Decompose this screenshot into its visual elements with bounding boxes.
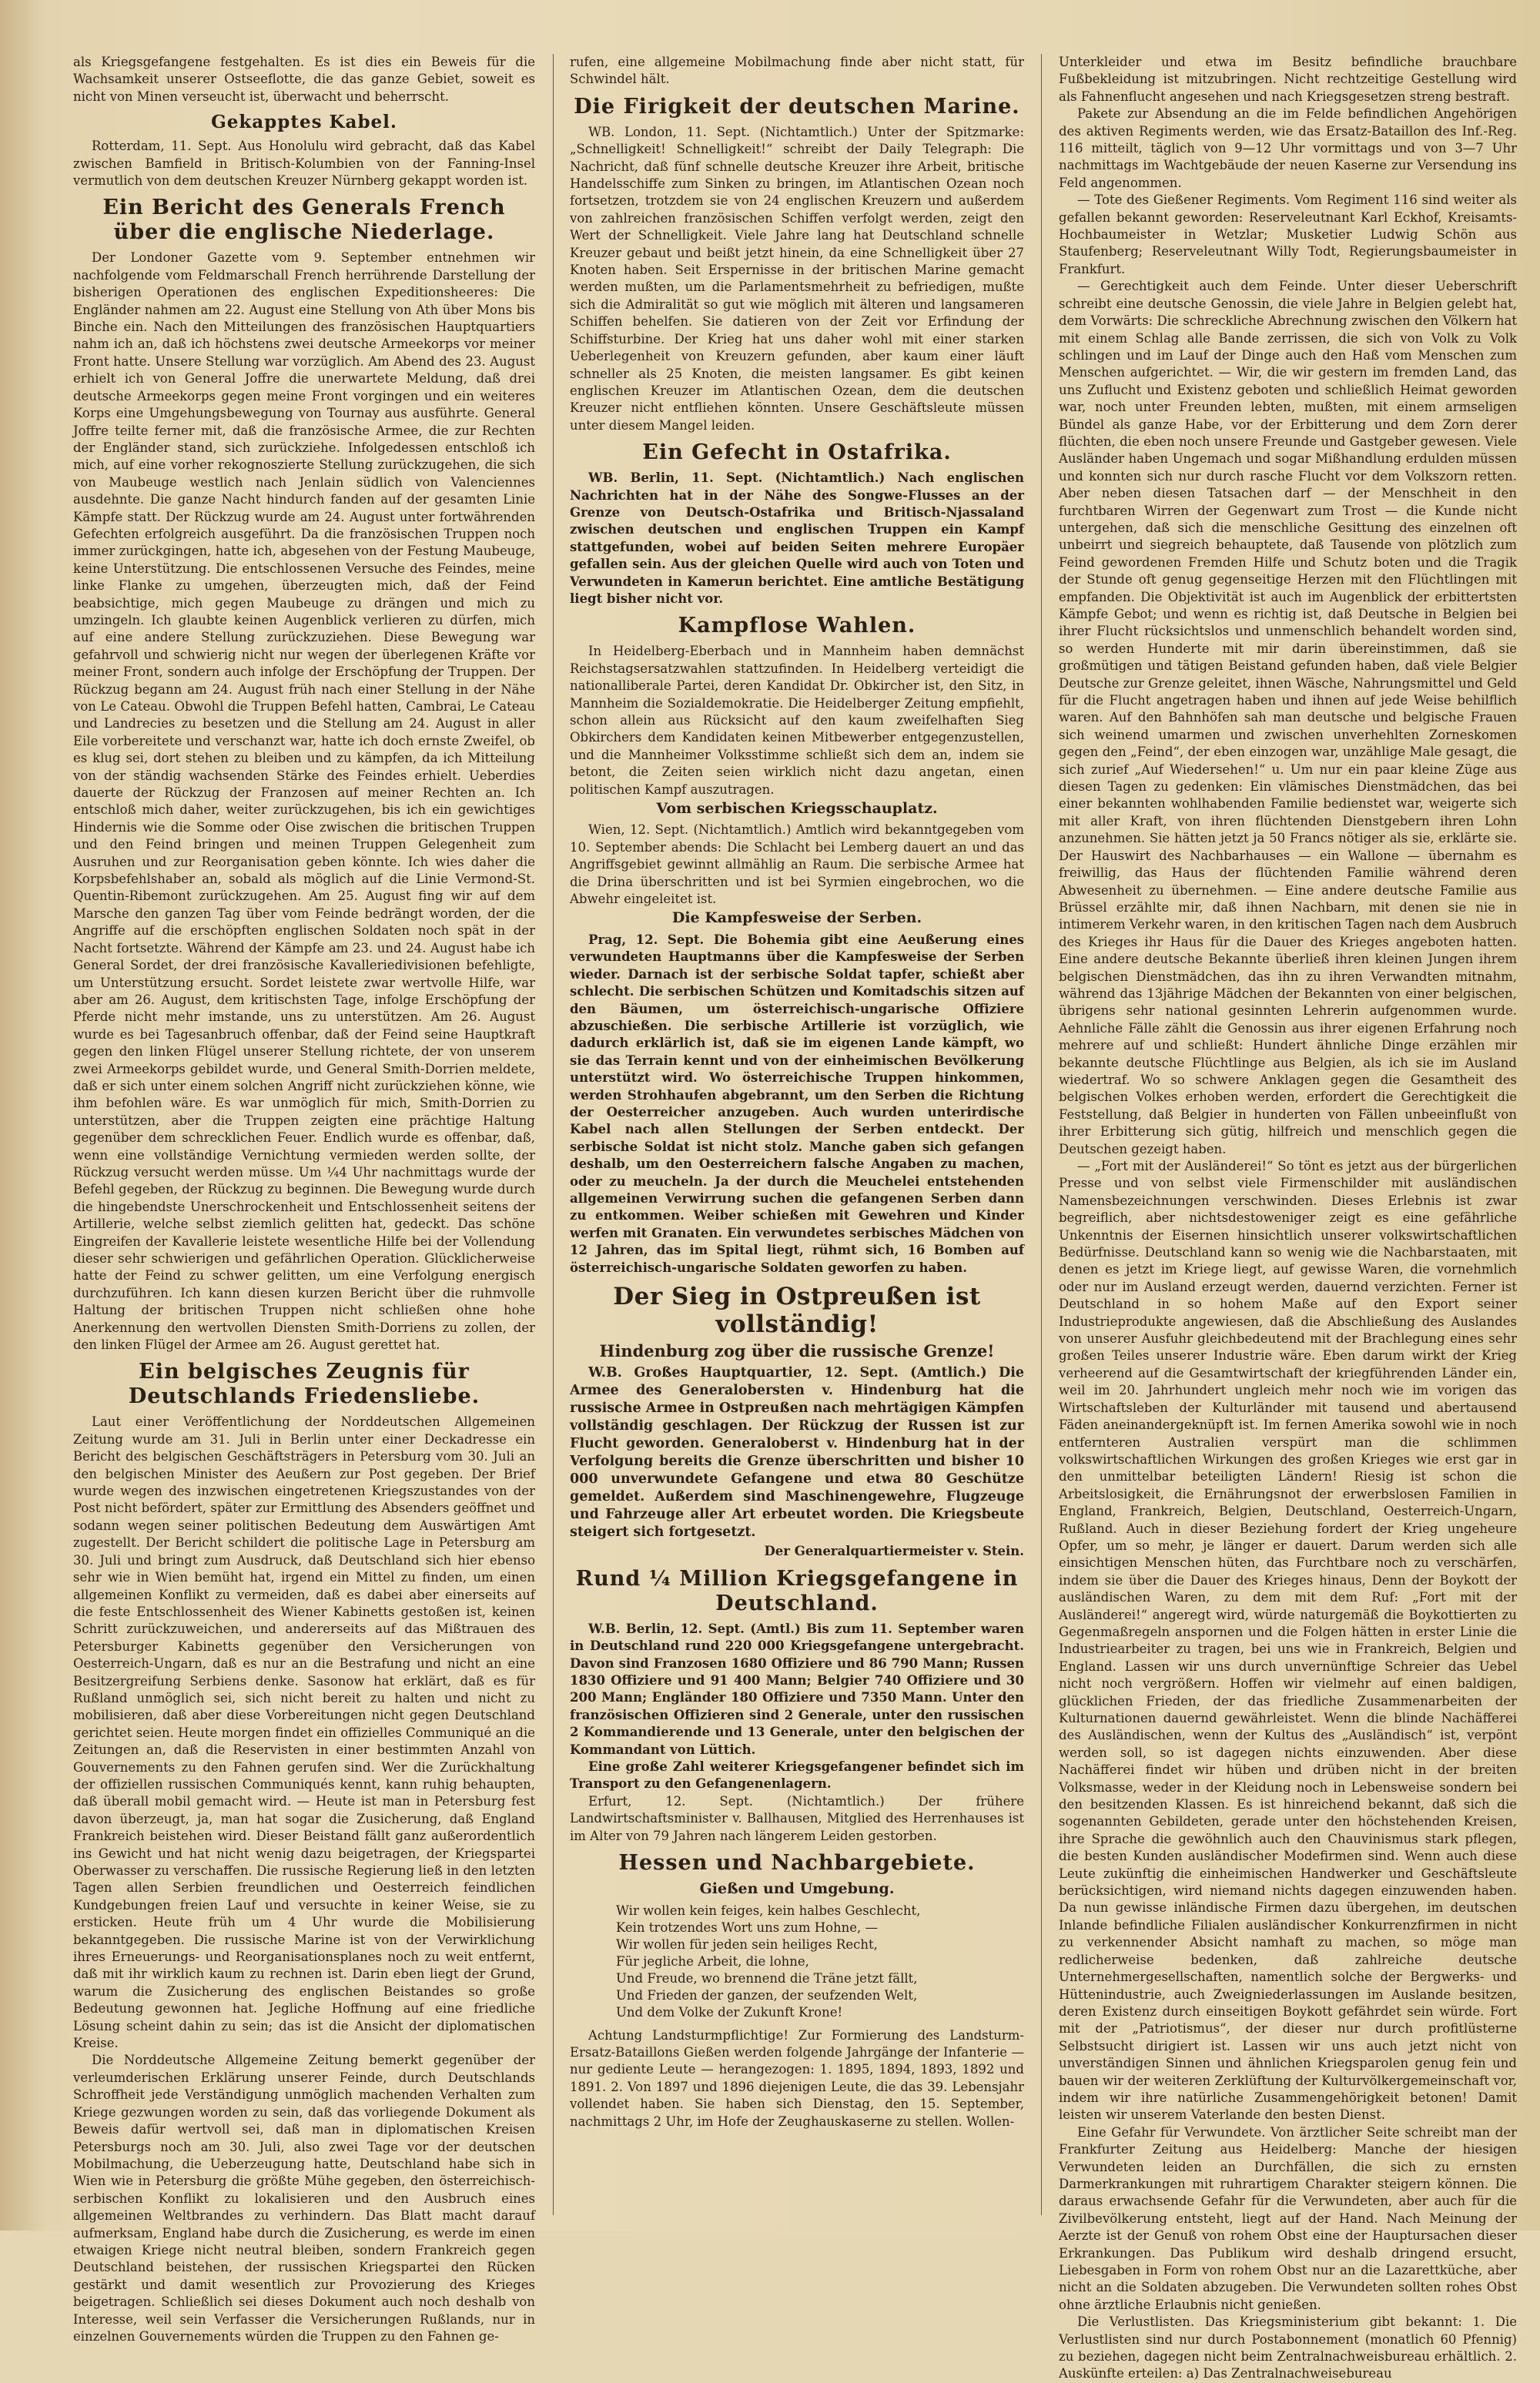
column-2	[570, 54, 1024, 2215]
article-sieg-ostpreussen: W.B. Großes Hauptquartier, 12. Sept. (Amtlich.) Die Armee des Generalobersten v. Hindenburg hat die russische Armee in Ostpreußen nach mehrtägigen Kämpfen vollständig geschlagen. Der Rückzug der Russen ist zur Flucht geworden. Generaloberst v. Hindenburg hat in der Verfolgung bereits die Grenze überschritten und bisher 10 000 unverwundete Gefangene und etwa 80 Geschütze gemeldet. Außerdem sind Maschinengewehre, Flugzeuge und Fahrzeuge aller Art erbeutet worden. Die Kriegsbeute steigert sich fortgesetzt.	[570, 1365, 1024, 1541]
poem-line: Und Freude, wo brennend die Träne jetzt fällt,	[616, 1970, 918, 1986]
article-verlustlisten: Die Verlustlisten. Das Kriegsministerium gibt bekannt: 1. Die Verlustlisten sind nur durch Postabonnement (monatlich 60 Pfennig) zu beziehen, dagegen nicht beim Zentralnachweisbureau erhältlich. 2. Auskünfte erteilen: a) Das Zentralnachweisebureau	[1059, 2314, 1517, 2381]
poem-line: Wir wollen kein feiges, kein halbes Geschlecht,	[616, 1903, 921, 1918]
article-kriegsgefangene-1: W.B. Berlin, 12. Sept. (Amtl.) Bis zum 11. September waren in Deutschland rund 220 000 Kriegsgefangene untergebracht. Davon sind Franzosen 1680 Offiziere und 86 790 Mann; Russen 1830 Offiziere und 91 400 Mann; Belgier 740 Offiziere und 30 200 Mann; Engländer 180 Offiziere und 7350 Mann. Unter den französischen Offizieren sind 2 Generale, unter den russischen 2 Kommandierende und 13 Generale, unter den belgischen der Kommandant von Lüttich.	[570, 1621, 1024, 1757]
subheading-kampfesweise: Die Kampfesweise der Serben.	[671, 909, 922, 927]
article-serbien-2: Prag, 12. Sept. Die Bohemia gibt eine Aeußerung eines verwundeten Hauptmanns über die Kampfesweise der Serben wieder. Darnach ist der serbische Soldat tapfer, schießt aber schlecht. Die serbischen Schützen und Komitadschis sitzen auf den Bäumen, um österreichisch-ungarische Offiziere abzuschießen. Die serbische Artillerie ist vorzüglich, wie dadurch erklärlich ist, daß sie im eigenen Lande kämpft, wo sie das Terrain kennt und von der einheimischen Bevölkerung unterstützt wird. Wo österreichische Truppen hinkommen, werden Strohhaufen abgebrannt, um den Serben die Richtung der Oesterreicher anzugeben. Auch wurden unterirdische Kabel nach allen Stellungen der Serben entdeckt. Der serbische Soldat ist nicht stolz. Manche gaben sich gefangen deshalb, um den Oesterreichern falsche Angaben zu machen, oder zu meucheln. Ja der durch die Meuchelei entstehenden allgemeinen Verwirrung suchen die gefangenen Serben dann zu entkommen. Weiber schießen mit Gewehren und Kinder werfen mit Granaten. Ein verwundetes serbisches Mädchen von 12 Jahren, das im Spital liegt, rühmt sich, 16 Bomben auf österreichisch-ungarische Soldaten geworfen zu haben.	[570, 932, 1024, 1275]
poem-line: Und dem Volke der Zukunft Krone!	[616, 2004, 843, 2020]
poem-line: Kein trotzendes Wort uns zum Hohne, —	[616, 1919, 879, 1935]
column-rule	[1041, 54, 1042, 2215]
headline-bericht-french: Ein Bericht des Generals French über die englische Niederlage.	[102, 196, 506, 245]
article-bericht-french: Der Londoner Gazette vom 9. September entnehmen wir nachfolgende vom Feldmarschall French herrührende Darstellung der bisherigen Operationen des englischen Expeditionsheeres: Die Engländer nahmen am 22. August eine Stellung von Ath über Mons bis Binche ein. Nach den Mitteilungen des französischen Hauptquartiers nahm ich an, daß ich höchstens zwei deutsche Armeekorps vor meiner Front hatte. Unsere Stellung war vorzüglich. Am Abend des 23. August erhielt ich von General Joffre die unerwartete Meldung, daß drei deutsche Armeekorps gegen meine Front vorgingen und ein weiteres Korps eine Umgehungsbewegung von Tournay aus ausführte. General Joffre teilte ferner mit, daß die französische Armee, die zur Rechten der Engländer stand, sich zurückziehe. Infolgedessen entschloß ich mich, auf eine vorher rekognoszierte Stellung zurückzugehen, die sich von Maubeuge westlich nach Jenlain südlich von Valenciennes ausdehnte. Die ganze Nacht hindurch fanden auf der gesamten Linie Kämpfe statt. Der Rückzug wurde am 24. August unter fortwährenden Gefechten erfolgreich ausgeführt. Da die französischen Truppen noch immer zurückgingen, hatte ich, abgesehen von der Festung Maubeuge, keine Unterstützung. Die entschlossenen Versuche des Feindes, meine linke Flanke zu umgehen, überzeugten mich, daß der Feind beabsichtige, mich gegen Maubeuge zu drängen und mich zu umzingeln. Ich glaubte keinen Augenblick verlieren zu dürfen, mich auf eine andere Stellung zurückzuziehen. Diese Bewegung war gefahrvoll und schwierig nicht nur wegen der überlegenen Kräfte vor meiner Front, sondern auch infolge der Erschöpfung der Truppen. Der Rückzug begann am 24. August früh nach einer Stellung in der Nähe von Le Cateau. Obwohl die Truppen Befehl hatten, Cambrai, Le Cateau und Landrecies zu besetzen und die Stellung am 24. August in aller Eile vorbereitete und verschanzt war, hatte ich doch ernste Zweifel, ob es klug sei, dort stehen zu bleiben und zu kämpfen, da ich Mitteilung von der ständig wachsenden Stärke des Feindes erhielt. Ueberdies dauerte der Rückzug der Franzosen auf meiner Rechten an. Ich entschloß mich daher, weiter zurückzugehen, bis ich ein gewichtiges Hindernis wie die Somme oder Oise zwischen die britischen Truppen und den Feind bringen und meinen Truppen Gelegenheit zum Ausruhen und zur Reorganisation geben könnte. Ich wies daher die Korpsbefehlshaber an, sobald als möglich auf die Linie Vermond-St. Quentin-Ribemont zurückzugehen. Am 25. August fing wir auf dem Marsche den ganzen Tag über vom Feinde bedrängt worden, der die Angriffe auf die erschöpften englischen Soldaten noch spät in der Nacht fortsetzte. Während der Kämpfe am 23. und 24. August habe ich General Sordet, der drei französische Kavalleriedivisionen befehligte, um Unterstützung ersucht. Sordet leistete zwar wertvolle Hilfe, war aber am 26. August, dem kritischsten Tage, infolge Erschöpfung der Pferde nicht mehr imstande, uns zu unterstützen. Am 26. August wurde es bei Tagesanbruch offenbar, daß der Feind seine Hauptkraft gegen den linken Flügel unserer Stellung richtete, der von unserem zwei Armeekorps gebildet wurde, und General Smith-Dorrien meldete, daß er sich unter einem solchen Angriff nicht zurückziehen könne, wie ihm befohlen wäre. Es war unmöglich für mich, Smith-Dorrien zu unterstützen, aber die Truppen zeigten eine prächtige Haltung gegenüber dem schrecklichen Feuer. Endlich wurde es offenbar, daß, wenn eine vollständige Vernichtung vermieden werden sollte, der Rückzug versucht werden müsse. Um ¼4 Uhr nachmittags wurde der Befehl gegeben, der Rückzug zu beginnen. Die Bewegung wurde durch die hingebendste Unerschrockenheit und Entschlossenheit seitens der Artillerie, welche selbst ziemlich gelitten hat, gedeckt. Das schöne Eingreifen der Kavallerie leistete wesentliche Hilfe bei der Vollendung dieser sehr schwierigen und gefährlichen Operation. Glücklicherweise hatte der Feind zu schwer gelitten, um eine Verfolgung energisch durchzuführen. Ich kann diesen kurzen Bericht über die ruhmvolle Haltung der britischen Truppen nicht schließen ohne hohe Anerkennung den wertvollen Diensten Smith-Dorriens zu zollen, der den linken Flügel der Armee am 26. August gerettet hat.	[73, 250, 535, 1353]
article-kabel: Rotterdam, 11. Sept. Aus Honolulu wird gebracht, daß das Kabel zwischen Bamfield in Britisch-Kolumbien von der Fanning-Insel vermutlich von dem deutschen Kreuzer Nürnberg gekappt worden ist.	[73, 139, 535, 189]
article-belgisches-zeugnis-2: Die Norddeutsche Allgemeine Zeitung bemerkt gegenüber der verleumderischen Erklärung unserer Feinde, durch Deutschlands Schroffheit jede Verständigung unmöglich machenden Verhalten zum Kriege gezwungen worden zu sein, daß das vorliegende Dokument als Beweis dafür wertvoll sei, daß man in diplomatischen Kreisen Petersburgs noch am 30. Juli, also zwei Tage vor der deutschen Mobilmachung, die Ueberzeugung hatte, Deutschland habe sich in Wien wie in Petersburg die größte Mühe gegeben, den österreichisch-serbischen Konflikt zu lokalisieren und den Ausbruch eines allgemeinen Weltbrandes zu verhindern. Das Blatt macht darauf aufmerksam, England habe durch die Zusicherung, es werde im einen etwaigen Kriege nicht neutral bleiben, sondern Frankreich gegen Deutschland beistehen, der russischen Kriegspartei den Rücken gestärkt und damit wesentlich zur Provozierung des Krieges beigetragen. Schließlich sei dieses Dokument auch noch deshalb von Interesse, weil sein Verfasser die Versicherungen Rußlands, nur in einzelnen Gouvernements würden die Truppen zu den Fahnen ge-	[73, 2053, 535, 2344]
article-belgisches-zeugnis-1: Laut einer Veröffentlichung der Norddeutschen Allgemeinen Zeitung wurde am 31. Juli in Berlin unter einer Deckadresse ein Bericht des belgischen Geschäftsträgers in Petersburg vom 30. Juli an den belgischen Minister des Aeußern zur Post gegeben. Der Brief wurde wegen des inzwischen eingetretenen Kriegszustandes von der Post nicht befördert, später zur Ermittlung des Absenders geöffnet und sodann wegen seiner politischen Bedeutung dem Auswärtigen Amt zugestellt. Der Bericht schildert die politische Lage in Petersburg am 30. Juli und bringt zum Ausdruck, daß Deutschland sich hier ebenso sehr wie in Wien bemüht hat, irgend ein Mittel zu finden, um einen allgemeinen Konflikt zu vermeiden, daß es dabei aber einerseits auf die feste Entschlossenheit des Wiener Kabinetts gestoßen ist, keinen Schritt zurückzuweichen, und andererseits auf das Mißtrauen des Petersburger Kabinetts gegenüber den Versicherungen von Oesterreich-Ungarn, daß es nur an die Bestrafung und nicht an eine Besitzergreifung Serbiens denke. Sasonow hat erklärt, daß es für Rußland unmöglich sei, sich nicht bereit zu halten und nicht zu mobilisieren, daß aber diese Vorbereitungen nicht gegen Deutschland gerichtet seien. Heute morgen findet ein offizielles Communiqué an die Zeitungen an, daß die Reservisten in einer bestimmten Anzahl von Gouvernements zu den Fahnen gerufen sind. Wer die Zurückhaltung der offiziellen russischen Communiqués kennt, kann ruhig behaupten, daß überall mobil gemacht wird. — Heute ist man in Petersburg fest davon überzeugt, ja, man hat sogar die Zusicherung, daß England Frankreich beistehen wird. Dieser Beistand fällt ganz außerordentlich ins Gewicht und hat nicht wenig dazu beigetragen, der Kriegspartei Oberwasser zu verschaffen. Die russische Regierung ließ in den letzten Tagen allen Serbien freundlichen und Oesterreich feindlichen Kundgebungen freien Lauf und versuchte in keiner Weise, sie zu ersticken. Heute früh um 4 Uhr wurde die Mobilisierung bekanntgegeben. Die russische Marine ist von der Verwirklichung ihres Erneuerungs- und Reorganisationsplanes noch zu weit entfernt, daß mit ihr wirklich kaum zu rechnen ist. Darin eben liegt der Grund, warum die Zusicherung des englischen Beistandes so große Bedeutung gewonnen hat. Jegliche Hoffnung auf eine friedliche Lösung scheint dahin zu sein; das ist die Ansicht der diplomatischen Kreise.	[73, 1414, 535, 2051]
article-erfurt: Erfurt, 12. Sept. (Nichtamtlich.) Der frühere Landwirtschaftsminister v. Ballhausen, Mitglied des Herrenhauses ist im Alter von 79 Jahren nach längerem Leiden gestorben.	[570, 1793, 1024, 1843]
poem-line: Für jegliche Arbeit, die lohne,	[616, 1953, 809, 1969]
article-auslaenderei: — „Fort mit der Ausländerei!“ So tönt es jetzt aus der bürgerlichen Presse und von selbst viele Firmenschilder mit ausländischen Namensbezeichnungen verschwinden. Dieses Erlebnis ist zwar begreiflich, aber nichtsdestoweniger zeigt es eine gefährliche Unkenntnis der Eisernen hinsichtlich unserer volkswirtschaftlichen Bedürfnisse. Deutschland kann so wenig wie die Nachbarstaaten, mit denen es jetzt im Kriege liegt, auf gewisse Waren, die vornehmlich oder nur im Ausland erzeugt werden, dauernd verzichten. Ferner ist Deutschland in so hohem Maße auf den Export seiner Industrieprodukte angewiesen, daß die Abschließung des Auslandes von unserer Ausfuhr gleichbedeutend mit der Brachlegung eines sehr großen Teiles unserer Industrie wäre. Eben darum wirkt der Krieg verheerend auf die Gesamtwirtschaft der kriegführenden Länder ein, weil im 20. Jahrhundert ungleich mehr noch wie im vorigen das Wirtschaftsleben der Kulturländer mit tausend und abertausend Fäden aneinandergeknüpft ist. Im fernen Amerika sowohl wie in noch entfernteren Australien verspürt man die schlimmen volkswirtschaftlichen Wirkungen des großen Krieges wie erst gar in den unmittelbar beteiligten Ländern! Riesig ist schon die Arbeitslosigkeit, die Ernährungsnot der erwerbslosen Familien in England, Frankreich, Belgien, Deutschland, Oesterreich-Ungarn, Rußland. Auch in dieser Beziehung fordert der Krieg ungeheure Opfer, um so mehr, je länger er dauert. Darum werden sich alle einsichtigen Menschen hüten, das Furchtbare noch zu verschärfen, indem sie über die Dauer des Krieges hinaus, Denn der Boykott der ausländischen Waren, zu dem mit dem Ruf: „Fort mit der Ausländerei!“ angeregt wird, würde naturgemäß die Boykottierten zu Gegenmaßregeln anspornen und die Folgen hätten in erster Linie die Industriearbeiter zu tragen, bei uns wie in Frankreich, Belgien und England. Lassen wir uns durch unvernünftige Schreier das Uebel nicht noch vergrößern. Hoffen wir vielmehr auf einen baldigen, glücklichen Frieden, der das friedliche Zusammenarbeiten der Kulturnationen dauernd gewährleistet. Wenn die blinde Nachäfferei des Ausländischen, wenn der Kultus des „Ausländisch“ ist, verpönt werden soll, so ist dagegen nichts einzuwenden. Aber diese Nachäfferei findet wir hüben und drüben nicht in der breiten Volksmasse, weder in der Kleidung noch in Lebensweise sondern bei den besitzenden Klassen. Es ist hinreichend bekannt, daß sich die sogenannten Gebildeten, gerade unter den höchstehenden Kreisen, ihre Sprache die gewöhnlich auch den Chauvinismus stark pflegen, die besten Kunden ausländischer Modefirmen sind. Wenn auch diese Leute zukünftig die einheimischen Handwerker und Geschäftsleute berücksichtigen, wird niemand nichts dagegen einzuwenden haben. Da nun gewisse inländische Firmen dazu übergehen, im deutschen Inlande befindliche Filialen ausländischer Konkurrenzfirmen in nicht zu verkennender Absicht namhaft zu machen, so möge man redlicherweise bedenken, daß zahlreiche deutsche Unternehmergesellschaften, namentlich solche der Bergwerks- und Hüttenindustrie, auch Zweigniederlassungen im Auslande besitzen, deren Existenz durch einseitigen Boykott gefährdet sein würde. Fort mit der „Patriotismus“, der dieser nur durch profitlüsterne Selbstsucht dirigiert ist. Lassen wir uns auch jetzt nicht von unverständigen Sinnen und ähnlichen Kriegsparolen genug fein und bauen wir der weiteren Zerklüftung der Kulturvölkergemeinschaft vor, indem wir ihre natürliche Zusammengehörigkeit betonen! Damit leisten wir unserem Vaterlande den besten Dienst.	[1059, 1159, 1517, 2123]
headline-sieg-ostpreussen: Der Sieg in Ostpreußen ist vollständig!	[613, 1283, 981, 1338]
subheading-serbischer-kriegsschauplatz: Vom serbischen Kriegsschauplatz.	[656, 800, 938, 818]
headline-belgisches-zeugnis: Ein belgisches Zeugnis für Deutschlands Friedensliebe.	[128, 1360, 480, 1409]
headline-gekapptes-kabel: Gekapptes Kabel.	[211, 112, 397, 133]
column-rule	[553, 54, 554, 2215]
headline-kriegsgefangene: Rund ¼ Million Kriegsgefangene in Deutschland.	[575, 1566, 1019, 1615]
article-intro-fragment: als Kriegsgefangene festgehalten. Es ist dies ein Beweis für die Wachsamkeit unserer Ostseeflotte, die das ganze Gebiet, soweit es nicht von Minen verseucht ist, überwacht und beherrscht.	[73, 55, 535, 104]
article-continuation: rufen, eine allgemeine Mobilmachung finde aber nicht statt, für Schwindel hält.	[570, 55, 1024, 87]
poem-line: Wir wollen für jeden sein heiliges Recht,	[616, 1936, 878, 1952]
poem-line: Und Frieden der ganzen, der seufzenden Welt,	[616, 1987, 918, 2003]
column-3	[1059, 54, 1517, 2381]
article-gerechtigkeit: — Gerechtigkeit auch dem Feinde. Unter dieser Ueberschrift schreibt eine deutsche Genossin, die viele Jahre in Belgien gelebt hat, dem Vorwärts: Die schreckliche Abrechnung zwischen den Völkern hat mit einem Schlag alle Bande zerrissen, die sich von Volk zu Volk schlingen und im Lauf der Dinge auch den Haß vom Menschen zum Menschen aufgerichtet. — Wir, die wir gestern im fremden Land, das uns Zuflucht und Existenz geboten und schließlich Heimat geworden war, noch unter Freunden lebten, mußten, mit einem armseligen Bündel als ganze Habe, vor der Erbitterung und dem Zorn derer flüchten, die eben noch unsere Freunde und Gastgeber gewesen. Viele Ausländer haben Ungemach und sogar Mißhandlung erdulden müssen und konnten sich nur durch rasche Flucht vor dem Volkszorn retten. Aber neben diesen Tatsachen darf — der Menschheit in den furchtbaren Wirren der Gegenwart zum Trost — die Kunde nicht untergehen, daß sich die menschliche Gesittung des einzelnen oft unbeirrt und siegreich behauptete, daß Tausende von plötzlich zum Feind gewordenen Fremden Hilfe und Schutz boten und die Tragik der Stunde oft genug gegenseitige Herzen mit den Flüchtlingen mit empfanden. Die Objektivität ist auch im Augenblick der erbittertsten Kämpfe Gebot; und wenn es richtig ist, daß Deutsche in Belgien bei ihrer Flucht rücksichtslos und unmenschlich behandelt worden sind, so werden Hunderte mit mir darin übereinstimmen, daß sie großmütigen und tätigen Beistand gefunden haben, daß viele Belgier Deutsche zur Grenze geleitet, ihnen Wäsche, Nahrungsmittel und Geld für die Flucht angetragen haben und ihnen auf jede Weise behilflich waren. Auf den Bahnhöfen sah man deutsche und belgische Frauen sich weinend umarmen und zwischen unverhehlten Zorneskomen gegen den „Feind“, der eben einzogen war, unzählige Male gesagt, die sich zurief „Auf Wiedersehen!“ u. Um nur ein paar kleine Züge aus diesen Tagen zu gedenken: Ein vlämisches Dienstmädchen, das bei einer bekannten wohlhabenden Familie bedienstet war, weigerte sich mit aller Kraft, von ihren flüchtenden Dienstgebern ihren Lohn anzunehmen. Sie hätten jetzt ja 50 Francs nötiger als sie, erklärte sie. Der Hauswirt des Nachbarhauses — ein Wallone — übernahm es freiwillig, das Haus der flüchtenden Familie während deren Abwesenheit zu übernehmen. — Eine andere deutsche Familie aus Brüssel erzählte mir, daß ihnen Nachbarn, mit denen sie nie in intimerem Verkehr waren, in den kritischen Tagen nach dem Ausbruch des Krieges ihr Haus für die Dauer des Krieges angeboten hatten. Eine andere deutsche Bekannte überließ ihren kleinen Jungen ihrem belgischen Dienstmädchen, das ihn zu ihren Verwandten mitnahm, während das 13jährige Mädchen der Bekannten von einer belgischen, übrigens sehr national gesinnten Lehrerin aufgenommen wurde. Aehnliche Fälle zählt die Genossin aus ihrer eigenen Erfahrung noch mehrere auf und schließt: Hundert ähnliche Dinge erzählen mir bekannte deutsche Flüchtlinge aus Belgien, als ich sie im Ausland wiedertraf. Wo so schwere Anklagen gegen die Gesamtheit des belgischen Volkes erhoben werden, erfordert die Gerechtigkeit die Feststellung, daß Belgier in hunderten von Fällen unbeeinflußt von ihrer Erbitterung sich gütig, hilfreich und menschlich gegen die Deutschen gezeigt haben.	[1059, 279, 1517, 1156]
headline-hessen: Hessen und Nachbargebiete.	[618, 1851, 976, 1876]
subheading-hindenburg: Hindenburg zog über die russische Grenze!	[599, 1341, 995, 1361]
signature-generalquartiermeister: Der Generalquartiermeister v. Stein.	[764, 1544, 1024, 1559]
headline-ostafrika: Ein Gefecht in Ostafrika.	[642, 440, 952, 465]
article-pakete: Pakete zur Absendung an die im Felde befindlichen Angehörigen des aktiven Regiments werden, wie das Ersatz-Bataillon des Inf.-Reg. 116 mitteilt, täglich von 9—12 Uhr vormittags und von 3—7 Uhr nachmittags im Wachtgebäude der neuen Kaserne zur Versendung ins Feld angenommen.	[1059, 106, 1517, 190]
article-landsturm: Achtung Landsturmpflichtige! Zur Formierung des Landsturm-Ersatz-Bataillons Gießen werden folgende Jahrgänge der Infanterie — nur gediente Leute — herangezogen: 1. 1895, 1894, 1893, 1892 und 1891. 2. Von 1897 und 1896 diejenigen Leute, die das 39. Lebensjahr vollendet haben. Sie haben sich Dienstag, den 15. September, nachmittags 2 Uhr, im Hofe der Zeughauskaserne zu stellen. Wollen-	[570, 2027, 1024, 2129]
article-kriegsgefangene-2: Eine große Zahl weiterer Kriegsgefangener befindet sich im Transport zu den Gefangenenlagern.	[570, 1759, 1024, 1792]
article-marine: WB. London, 11. Sept. (Nichtamtlich.) Unter der Spitzmarke: „Schnelligkeit! Schnelligkeit!“ schreibt der Daily Telegraph: Die Nachricht, daß fünf schnelle deutsche Kreuzer ihre Arbeit, britische Handelsschiffe zum Sinken zu bringen, im Atlantischen Ozean noch fortsetzen, trotzdem sie von 24 englischen Kreuzern und außerdem von zahlreichen französischen Schiffen verfolgt werden, zeigt den Wert der Schnelligkeit. Viele Jahre lang hat Deutschland schnelle Kreuzer gebaut und beißt jetzt hinein, da eine Schnelligkeit über 27 Knoten haben. Seit Erspernisse in der britischen Marine gemacht werden mußten, um die Parlamentsmehrheit zu befriedigen, mußte sich die Admiralität so gut wie möglich mit älteren und langsameren Schiffen behelfen. Sie datieren von der Zeit vor Erfindung der Schiffsturbine. Der Krieg hat uns daher wohl mit einer starken Ueberlegenheit von Kreuzern gefunden, aber kaum einer läuft schneller als 25 Knoten, die meisten langsamer. Es gibt keinen englischen Kreuzer im Atlantischen Ozean, dem die deutschen Kreuzer nicht entfliehen könnten. Unsere Geschäftsleute müssen unter diesem Mangel leiden.	[570, 124, 1024, 433]
headline-kampflose-wahlen: Kampflose Wahlen.	[678, 614, 916, 638]
article-kampflose-wahlen: In Heidelberg-Eberbach und in Mannheim haben demnächst Reichstagsersatzwahlen stattzufinden. In Heidelberg verteidigt die nationalliberale Partei, deren Kandidat Dr. Obkircher ist, den Sitz, in Mannheim die Sozialdemokratie. Die Heidelberger Zeitung empfiehlt, schon allein aus Rücksicht auf den kaum zweifelhaften Sieg Obkirchers dem Kandidaten keinen Mitbewerber entgegenzustellen, und die Mannheimer Volksstimme schließt sich dem an, indem sie betont, die Zeiten seien wirklich nicht dazu angetan, einen politischen Kampf auszutragen.	[570, 644, 1024, 797]
article-tote-regiment: — Tote des Gießener Regiments. Vom Regiment 116 sind weiter als gefallen bekannt geworden: Reserveleutnant Karl Eckhof, Kreisamts-Hochbaumeister in Wetzlar; Musketier Ludwig Schön aus Staufenberg; Reserveleutnant Willy Todt, Regierungsbaumeister in Frankfurt.	[1059, 192, 1517, 276]
article-gefahr-verwundete: Eine Gefahr für Verwundete. Von ärztlicher Seite schreibt man der Frankfurter Zeitung aus Heidelberg: Manche der hiesigen Verwundeten leiden an Durchfällen, die sich zu ernsten Darmerkrankungen mit ruhrartigem Charakter steigern können. Die daraus erwachsende Gefahr für die Verwundeten, aber auch für die Zivilbevölkerung entsteht, liegt auf der Hand. Nach Meinung der Aerzte ist der Genuß von rohem Obst eine der Hauptursachen dieser Erkrankungen. Das Publikum wird deshalb dringend ersucht, Liebesgaben in Form von rohem Obst nur an die Lazarettküche, aber nicht an die Soldaten abzugeben. Die Verwundeten sollten rohes Obst ohne ärztliche Erlaubnis nicht genießen.	[1059, 2124, 1517, 2312]
column-1	[73, 54, 535, 2344]
poem	[616, 1903, 1024, 2021]
article-serbien-1: Wien, 12. Sept. (Nichtamtlich.) Amtlich wird bekanntgegeben vom 10. September abends: Die Schlacht bei Lemberg dauert an und das Angriffsgebiet gewinnt allmählig an Raum. Die serbische Armee hat die Drina überschritten und ist bei Syrmien eingebrochen, wo die Abwehr eingeleitet ist.	[570, 822, 1024, 907]
headline-marine: Die Firigkeit der deutschen Marine.	[574, 94, 1020, 119]
subheading-giessen: Gießen und Umgebung.	[699, 1880, 895, 1898]
article-ostafrika: WB. Berlin, 11. Sept. (Nichtamtlich.) Nach englischen Nachrichten hat in der Nähe des Songwe-Flusses an der Grenze von Deutsch-Ostafrika und Britisch-Njassaland zwischen deutschen und englischen Truppen ein Kampf stattgefunden, wobei auf beiden Seiten mehrere Europäer gefallen sein. Aus der gleichen Quelle wird auch von Toten und Verwundeten in Kamerun berichtet. Eine amtliche Bestätigung liegt bisher nicht vor.	[570, 470, 1024, 606]
article-continuation: Unterkleider und etwa im Besitz befindliche brauchbare Fußbekleidung ist mitzubringen. Nicht rechtzeitige Gestellung wird als Fahnenflucht angesehen und nach Kriegsgesetzen streng bestraft.	[1059, 55, 1517, 104]
